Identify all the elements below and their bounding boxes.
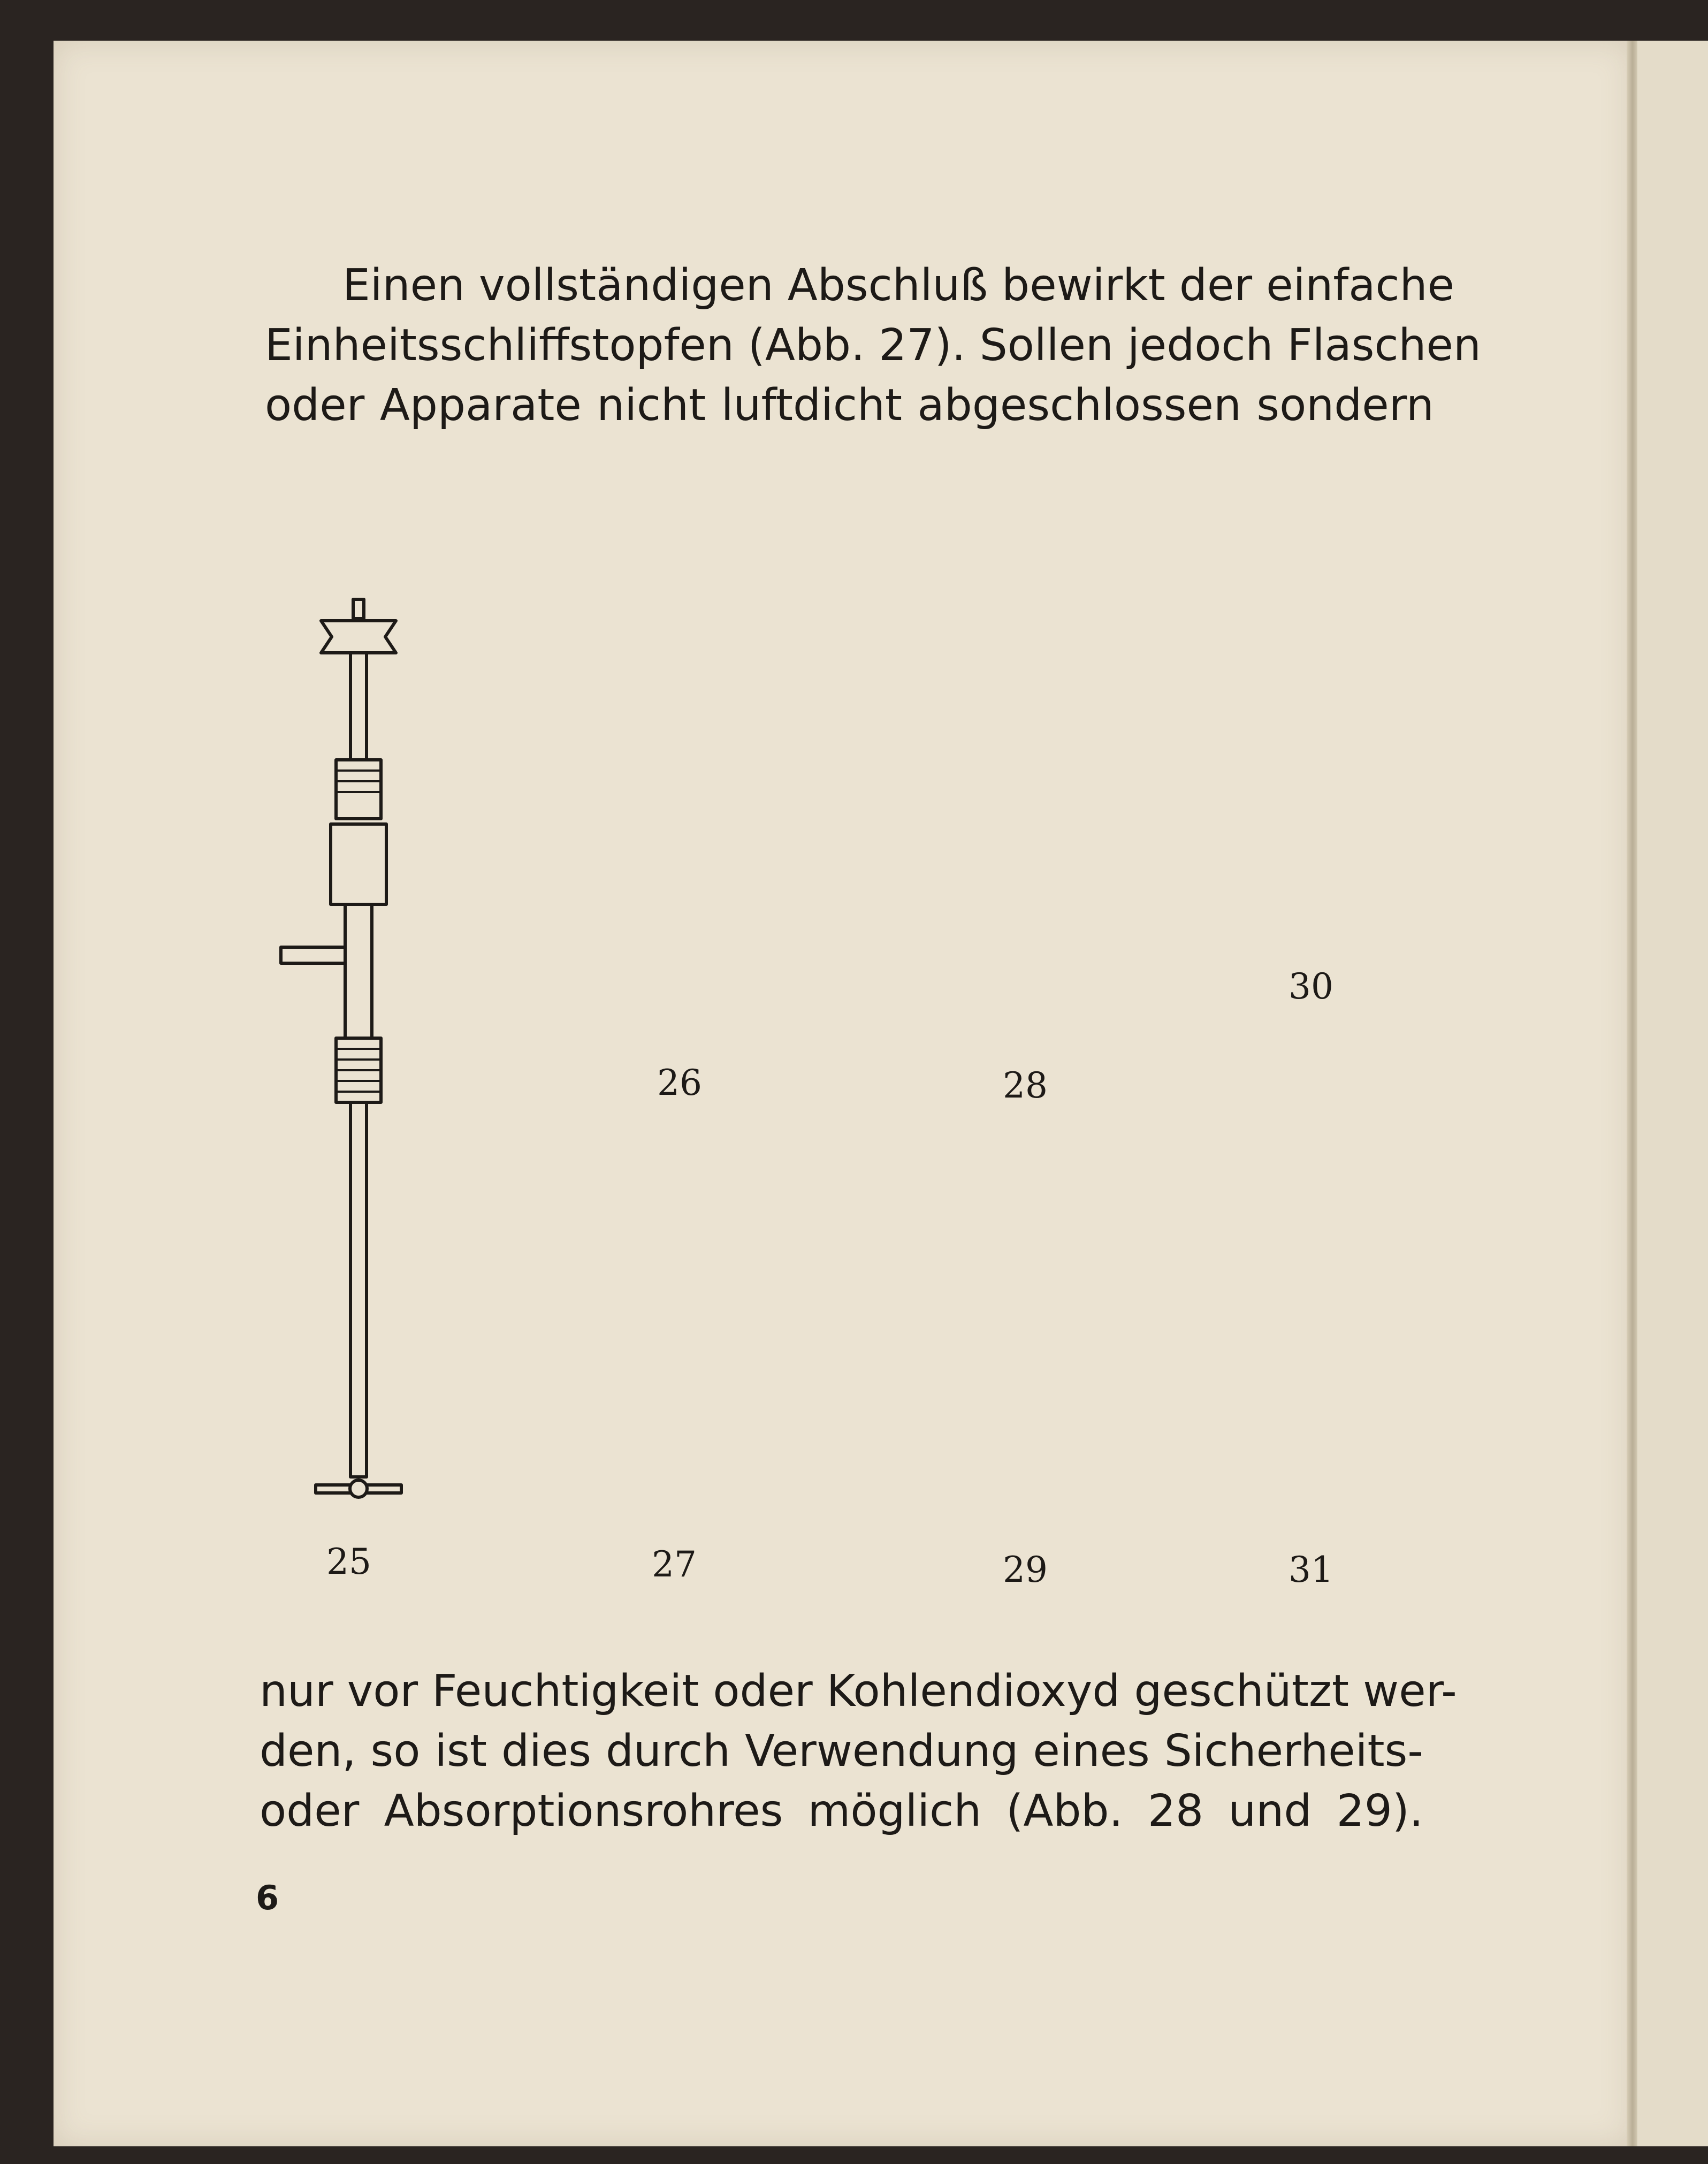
figure-number-26: 26 (657, 1062, 702, 1103)
text-line: den, so ist dies durch Verwendung eines Sicherheits- (260, 1726, 1423, 1777)
figure-number-27: 27 (652, 1544, 697, 1585)
figure-number-29: 29 (1003, 1549, 1048, 1590)
text-line: Einheitsschliffstopfen (Abb. 27). Sollen jedoch Flaschen (265, 320, 1481, 371)
figure-number-31: 31 (1288, 1549, 1333, 1590)
text-line: oder Apparate nicht luftdicht abgeschlossen sondern (265, 380, 1434, 431)
page-number: 6 (256, 1878, 279, 1917)
figure-number-28: 28 (1003, 1065, 1048, 1106)
text-line: oder Absorptionsrohres möglich (Abb. 28 und 29). (260, 1786, 1423, 1837)
text-line: nur vor Feuchtigkeit oder Kohlendioxyd geschützt wer- (260, 1666, 1457, 1717)
figure-number-25: 25 (326, 1541, 371, 1582)
figure-number-30: 30 (1288, 966, 1333, 1007)
paragraph-bottom (260, 1662, 1457, 1841)
stirrer-icon (281, 599, 401, 1497)
text-line: Einen vollständigen Abschluß bewirkt der einfache (342, 260, 1455, 311)
